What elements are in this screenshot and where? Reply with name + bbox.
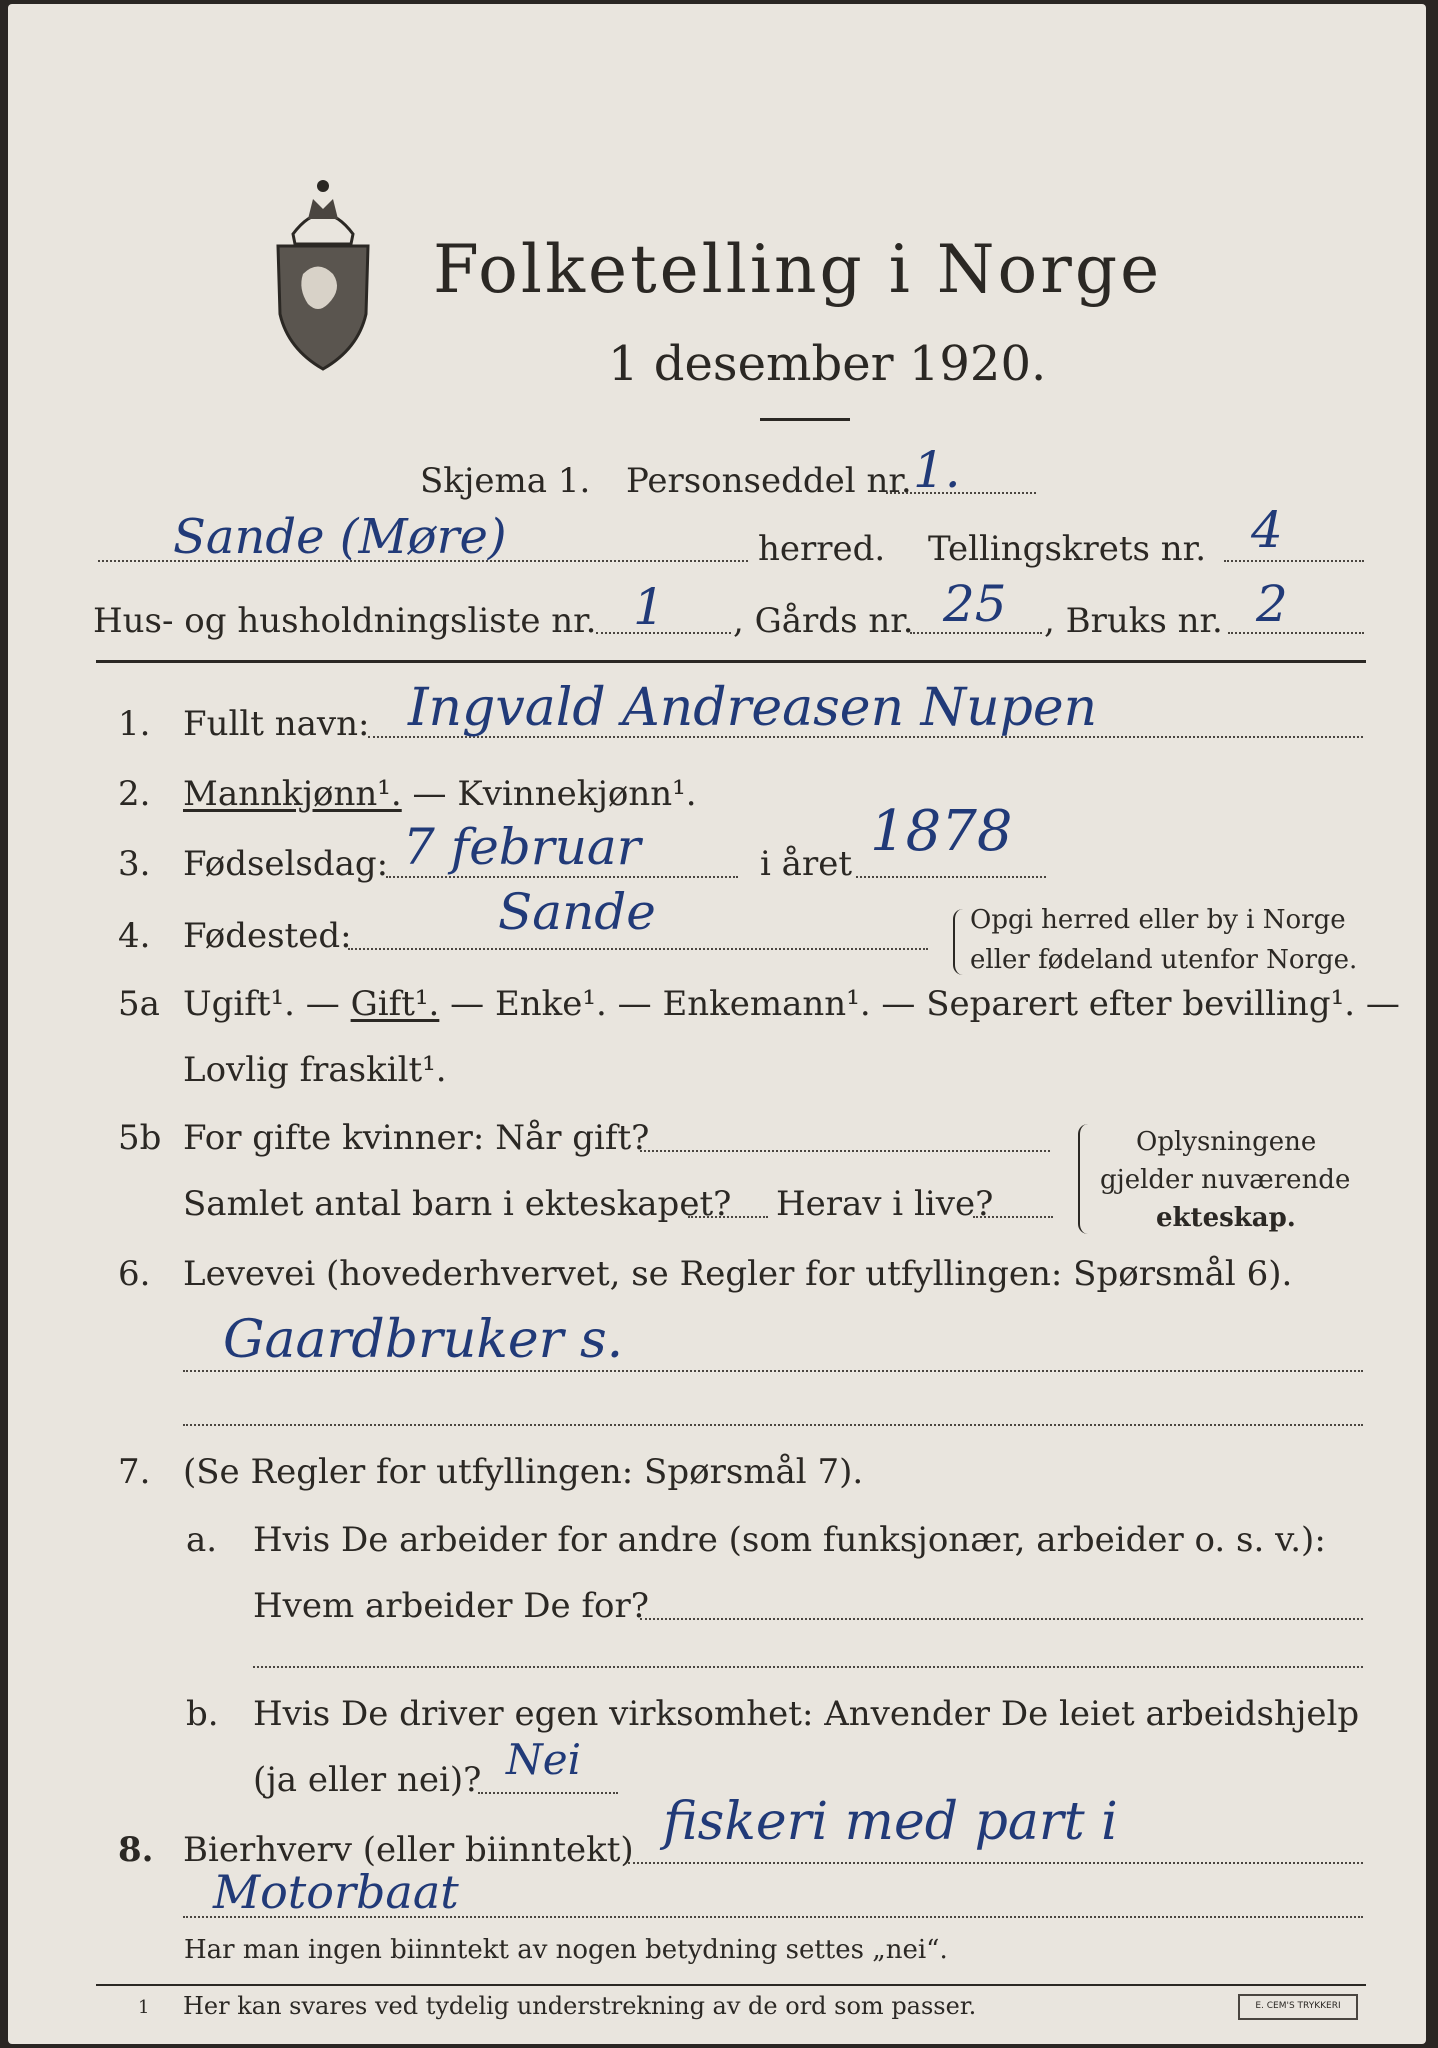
- q4-note-brace: [953, 909, 965, 975]
- q2-options: [183, 774, 697, 814]
- skjema-label: Skjema 1.: [420, 461, 591, 501]
- footnote-divider: [96, 1984, 1366, 1986]
- q7b-letter: b.: [186, 1694, 219, 1734]
- tellingskrets-label: Tellingskrets nr.: [928, 529, 1207, 569]
- bruks-field: [1228, 632, 1364, 634]
- q8-field-line1: [628, 1862, 1363, 1864]
- q7-number: 7.: [118, 1452, 151, 1492]
- q5b-children-field: [688, 1216, 768, 1218]
- q3-field: [386, 876, 738, 878]
- q7a-label2: Hvem arbeider De for?: [253, 1586, 649, 1626]
- q3-year-label: i året: [760, 844, 852, 884]
- q1-number: 1.: [118, 704, 151, 744]
- q3-year-value: 1878: [870, 799, 1013, 864]
- q1-label: Fullt navn:: [183, 704, 370, 744]
- hus-value: 1: [633, 578, 665, 636]
- footnote-text: Her kan svares ved tydelig understrekning av de ord som passer.: [183, 1992, 977, 2020]
- q8-value-line1: fiskeri med part i: [663, 1792, 1118, 1852]
- q2-number: 2.: [118, 774, 151, 814]
- q5b-note-brace: [1078, 1124, 1092, 1234]
- gards-value: 25: [943, 575, 1007, 633]
- census-form: [8, 4, 1426, 2044]
- q5b-married-field: [640, 1150, 1050, 1152]
- q8-note: Har man ingen biinntekt av nogen betydning settes „nei“.: [184, 1935, 948, 1965]
- q4-note-line2: eller fødeland utenfor Norge.: [970, 945, 1358, 975]
- personseddel-value: 1.: [913, 441, 961, 499]
- q6-number: 6.: [118, 1254, 151, 1294]
- q5b-label3: Herav i live?: [776, 1184, 994, 1224]
- bruks-label: , Bruks nr.: [1044, 601, 1223, 641]
- q6-value: Gaardbruker s.: [223, 1310, 624, 1370]
- coat-of-arms-icon: [263, 164, 383, 374]
- q2-male-option: Mannkjønn¹.: [183, 774, 402, 814]
- footnote-mark: 1: [138, 1997, 150, 2018]
- q3-number: 3.: [118, 844, 151, 884]
- header-divider: [96, 660, 1366, 663]
- q8-label: Bierhverv (eller biinntekt): [183, 1830, 634, 1870]
- q7a-label: Hvis De arbeider for andre (som funksjonær, arbeider o. s. v.):: [253, 1520, 1326, 1560]
- q7a-field-line2: [253, 1666, 1363, 1668]
- q5a-gift-option: Gift¹.: [350, 984, 440, 1024]
- q1-value: Ingvald Andreasen Nupen: [408, 678, 1098, 738]
- q5b-number: 5b: [118, 1118, 162, 1158]
- census-date: 1 desember 1920.: [608, 336, 1047, 392]
- q7b-value: Nei: [506, 1735, 582, 1784]
- q4-field: [348, 948, 928, 950]
- q7a-field-line1: [640, 1618, 1363, 1620]
- hus-label: Hus- og husholdningsliste nr.: [93, 601, 597, 641]
- q8-number: 8.: [118, 1830, 154, 1870]
- q4-number: 4.: [118, 916, 151, 956]
- q6-label: Levevei (hovederhvervet, se Regler for utfyllingen: Spørsmål 6).: [183, 1254, 1293, 1294]
- q5b-note-line2: gjelder nuværende: [1100, 1165, 1351, 1195]
- q3-value: 7 februar: [403, 818, 641, 876]
- q3-label: Fødselsdag:: [183, 844, 389, 884]
- q7b-field: [478, 1792, 618, 1794]
- q5b-alive-field: [973, 1216, 1053, 1218]
- form-title: Folketelling i Norge: [433, 231, 1163, 308]
- q4-note-line1: Opgi herred eller by i Norge: [970, 905, 1346, 935]
- q4-value: Sande: [498, 883, 656, 941]
- q5a-options: [183, 984, 1400, 1024]
- q3-year-field: [856, 876, 1046, 878]
- gards-label: , Gårds nr.: [733, 601, 914, 641]
- tellingskrets-value: 4: [1251, 501, 1283, 559]
- q7a-letter: a.: [186, 1520, 218, 1560]
- q8-value-line2: Motorbaat: [213, 1865, 459, 1919]
- q5a-other-options: — Enke¹. — Enkemann¹. — Separert efter bevilling¹. —: [450, 984, 1400, 1024]
- q2-female-option: Kvinnekjønn¹.: [457, 774, 697, 814]
- herred-label: herred.: [758, 529, 886, 569]
- printer-stamp-text: E. CEM'S TRYKKERI: [1255, 2001, 1341, 2011]
- herred-value: Sande (Møre): [173, 509, 507, 565]
- q7b-label2: (ja eller nei)?: [253, 1760, 482, 1800]
- q5a-number: 5a: [118, 984, 160, 1024]
- q5b-note-line3: ekteskap.: [1156, 1203, 1296, 1233]
- q7b-label: Hvis De driver egen virksomhet: Anvender De leiet arbeidshjelp: [253, 1694, 1360, 1734]
- q2-separator: —: [401, 774, 458, 814]
- q5a-line2: Lovlig fraskilt¹.: [183, 1050, 447, 1090]
- q5a-ugift-option: Ugift¹. —: [183, 984, 340, 1024]
- q5b-label1: For gifte kvinner: Når gift?: [183, 1118, 650, 1158]
- printer-stamp: [1238, 1994, 1358, 2020]
- q5b-label2: Samlet antal barn i ekteskapet?: [183, 1184, 732, 1224]
- q6-field-line2: [183, 1424, 1363, 1426]
- q4-label: Fødested:: [183, 916, 352, 956]
- q6-field-line1: [183, 1370, 1363, 1372]
- q5b-note-line1: Oplysningene: [1136, 1127, 1317, 1157]
- personseddel-field: [886, 492, 1036, 494]
- title-divider: [760, 418, 850, 421]
- bruks-value: 2: [1256, 575, 1288, 633]
- personseddel-label: Personseddel nr.: [626, 461, 912, 501]
- q7-label: (Se Regler for utfyllingen: Spørsmål 7).: [183, 1452, 864, 1492]
- tellingskrets-field: [1224, 560, 1364, 562]
